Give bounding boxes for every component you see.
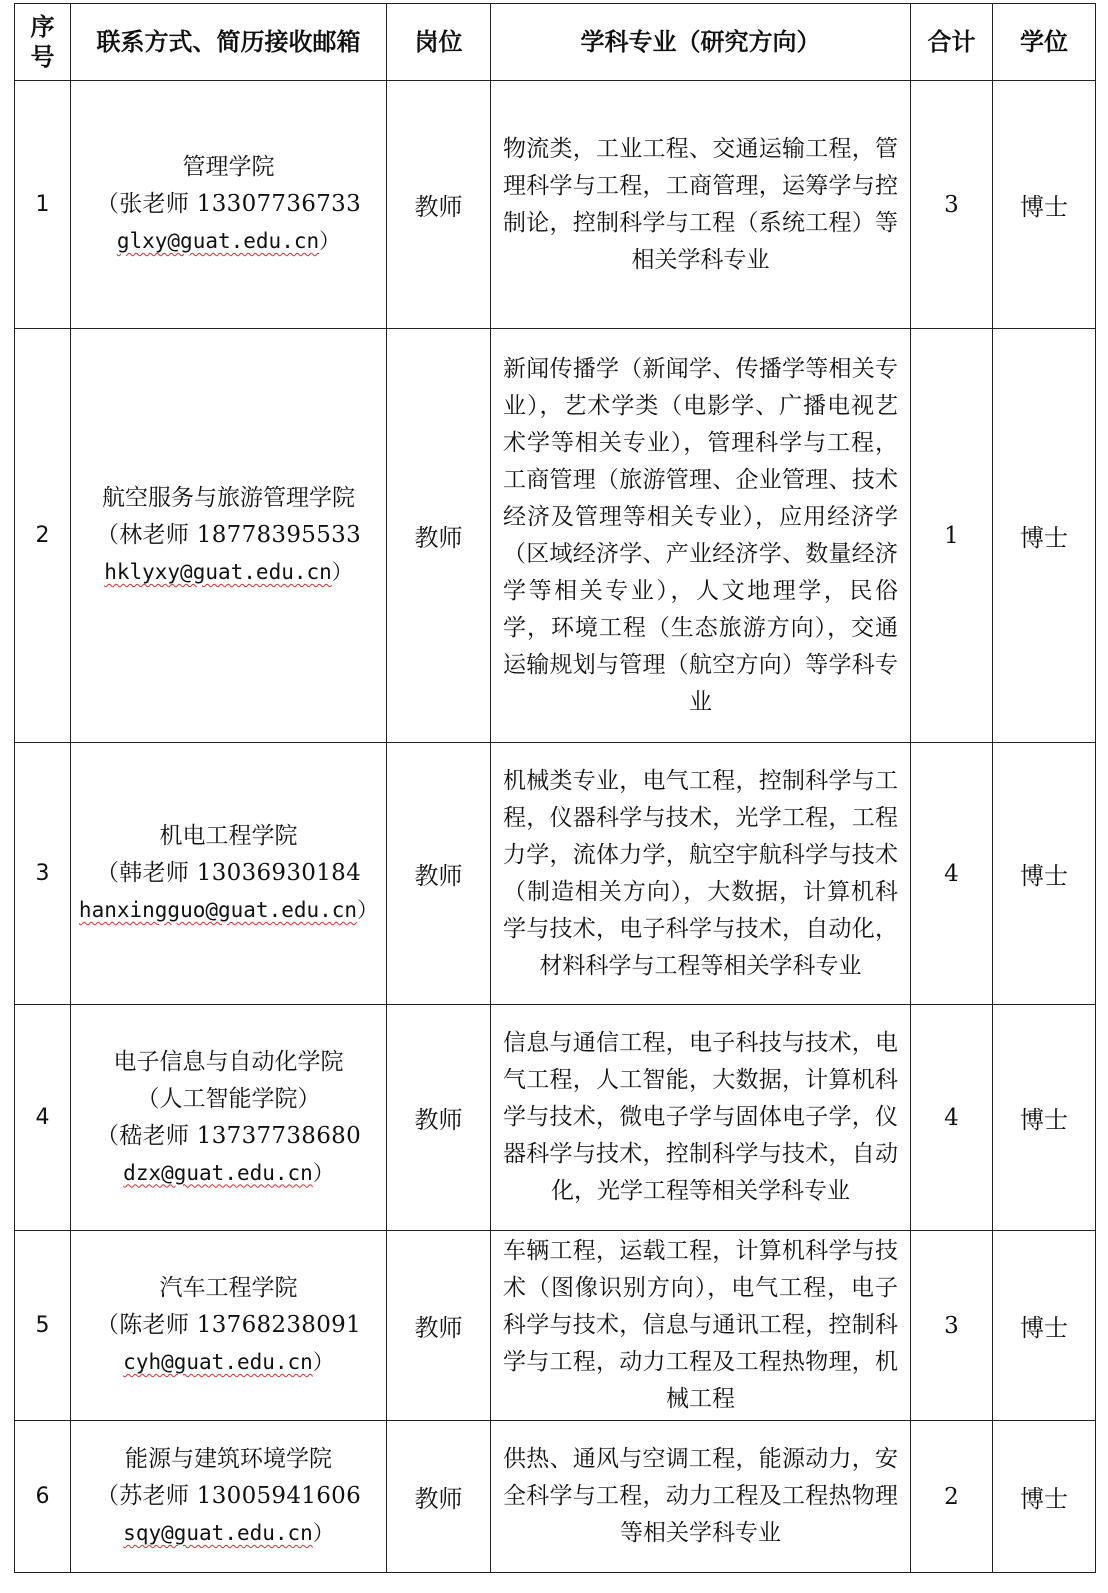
subject-text: 机械类专业，电气工程，控制科学与工程，仪器科学与技术，光学工程，工程力学，流体力学，航空宇航科学与技术（制造相关方向），大数据，计算机科学与技术，电子科学与技术，自动化，材料科学与工程等相关学科专业 [503, 767, 898, 979]
contact-email-line [77, 1515, 380, 1552]
recruitment-table [14, 3, 1096, 1573]
college-name: 航空服务与旅游管理学院 [102, 485, 355, 511]
degree-cell: 博士 [993, 81, 1096, 329]
total-cell: 4 [911, 743, 993, 1005]
table-row [15, 1421, 1096, 1573]
contact-cell [71, 81, 387, 329]
contact-email-line [77, 892, 380, 929]
table-row [15, 1005, 1096, 1231]
contact-email[interactable]: dzx@guat.edu.cn [123, 1160, 313, 1185]
contact-email-line [77, 223, 380, 260]
subject-cell [491, 1421, 911, 1573]
post-cell: 教师 [387, 81, 491, 329]
degree-cell: 博士 [993, 1005, 1096, 1231]
college-name: 管理学院 [182, 154, 275, 180]
contact-email-line [77, 1155, 380, 1192]
email-close: ） [312, 1160, 334, 1185]
row-no: 2 [15, 329, 71, 743]
contact-phone: （张老师 13307736733 [95, 191, 362, 217]
contact-email[interactable]: hklyxy@guat.edu.cn [104, 560, 332, 584]
total-cell: 4 [911, 1005, 993, 1231]
header-subject: 学科专业（研究方向） [491, 4, 911, 81]
degree-cell: 博士 [993, 1231, 1096, 1421]
header-post: 岗位 [387, 4, 491, 81]
row-no: 3 [15, 743, 71, 1005]
total-cell: 3 [911, 1231, 993, 1421]
subject-text: 物流类，工业工程、交通运输工程，管理科学与工程，工商管理，运筹学与控制论，控制科学与工程（系统工程）等相关学科专业 [503, 135, 898, 273]
contact-cell [71, 743, 387, 1005]
table-row [15, 329, 1096, 743]
contact-phone: （苏老师 13005941606 [95, 1483, 362, 1509]
email-close: ） [312, 1350, 334, 1374]
email-close: ） [319, 229, 341, 253]
post-cell: 教师 [387, 743, 491, 1005]
row-no: 1 [15, 81, 71, 329]
contact-phone: （陈老师 13768238091 [95, 1312, 362, 1338]
degree-cell: 博士 [993, 1421, 1096, 1573]
table-row [15, 743, 1096, 1005]
contact-email[interactable]: hanxingguo@guat.edu.cn [78, 898, 358, 922]
contact-cell [71, 1005, 387, 1231]
degree-cell: 博士 [993, 743, 1096, 1005]
table-row [15, 81, 1096, 329]
post-cell: 教师 [387, 329, 491, 743]
contact-phone: （嵇老师 13737738680 [95, 1122, 362, 1149]
contact-email[interactable]: glxy@guat.edu.cn [116, 229, 320, 253]
post-cell: 教师 [387, 1005, 491, 1231]
contact-email[interactable]: sqy@guat.edu.cn [123, 1521, 313, 1545]
contact-email-line [77, 554, 380, 591]
header-total: 合计 [911, 4, 993, 81]
total-cell: 2 [911, 1421, 993, 1573]
post-cell: 教师 [387, 1421, 491, 1573]
subject-cell [491, 1231, 911, 1421]
row-no: 5 [15, 1231, 71, 1421]
college-name: 电子信息与自动化学院（人工智能学院） [113, 1048, 344, 1112]
subject-text: 车辆工程，运载工程，计算机科学与技术（图像识别方向），电气工程，电子科学与技术，信息与通讯工程，控制科学与工程，动力工程及工程热物理，机械工程 [503, 1238, 898, 1412]
college-name: 汽车工程学院 [159, 1275, 298, 1301]
contact-cell [71, 329, 387, 743]
email-close: ） [357, 898, 379, 922]
college-name: 机电工程学院 [159, 823, 298, 849]
college-name: 能源与建筑环境学院 [125, 1446, 332, 1472]
contact-email[interactable]: cyh@guat.edu.cn [123, 1350, 313, 1374]
subject-cell [491, 329, 911, 743]
row-no: 4 [15, 1005, 71, 1231]
post-cell: 教师 [387, 1231, 491, 1421]
header-contact: 联系方式、简历接收邮箱 [71, 4, 387, 81]
total-cell: 1 [911, 329, 993, 743]
total-cell: 3 [911, 81, 993, 329]
contact-phone: （韩老师 13036930184 [95, 860, 362, 886]
header-degree: 学位 [993, 4, 1096, 81]
email-close: ） [331, 560, 353, 584]
header-no: 序号 [15, 4, 71, 81]
table-header-row [15, 4, 1096, 81]
subject-cell [491, 81, 911, 329]
contact-phone: （林老师 18778395533 [95, 522, 362, 548]
contact-cell [71, 1421, 387, 1573]
subject-text: 新闻传播学（新闻学、传播学等相关专业），艺术学类（电影学、广播电视艺术学等相关专业），管理科学与工程，工商管理（旅游管理、企业管理、技术经济及管理等相关专业），应用经济学（区域经济学、产业经济学、数量经济学等相关专业），人文地理学，民俗学，环境工程（生态旅游方向），交通运输规划与管理（航空方向）等学科专业 [503, 355, 898, 715]
subject-cell [491, 743, 911, 1005]
contact-cell [71, 1231, 387, 1421]
degree-cell: 博士 [993, 329, 1096, 743]
table-row [15, 1231, 1096, 1421]
subject-cell [491, 1005, 911, 1231]
subject-text: 供热、通风与空调工程，能源动力，安全科学与工程，动力工程及工程热物理等相关学科专业 [503, 1446, 898, 1546]
email-close: ） [312, 1521, 334, 1545]
subject-text: 信息与通信工程，电子科技与技术，电气工程，人工智能，大数据，计算机科学与技术，微电子学与固体电子学，仪器科学与技术，控制科学与技术，自动化，光学工程等相关学科专业 [503, 1030, 898, 1204]
row-no: 6 [15, 1421, 71, 1573]
contact-email-line [77, 1344, 380, 1381]
